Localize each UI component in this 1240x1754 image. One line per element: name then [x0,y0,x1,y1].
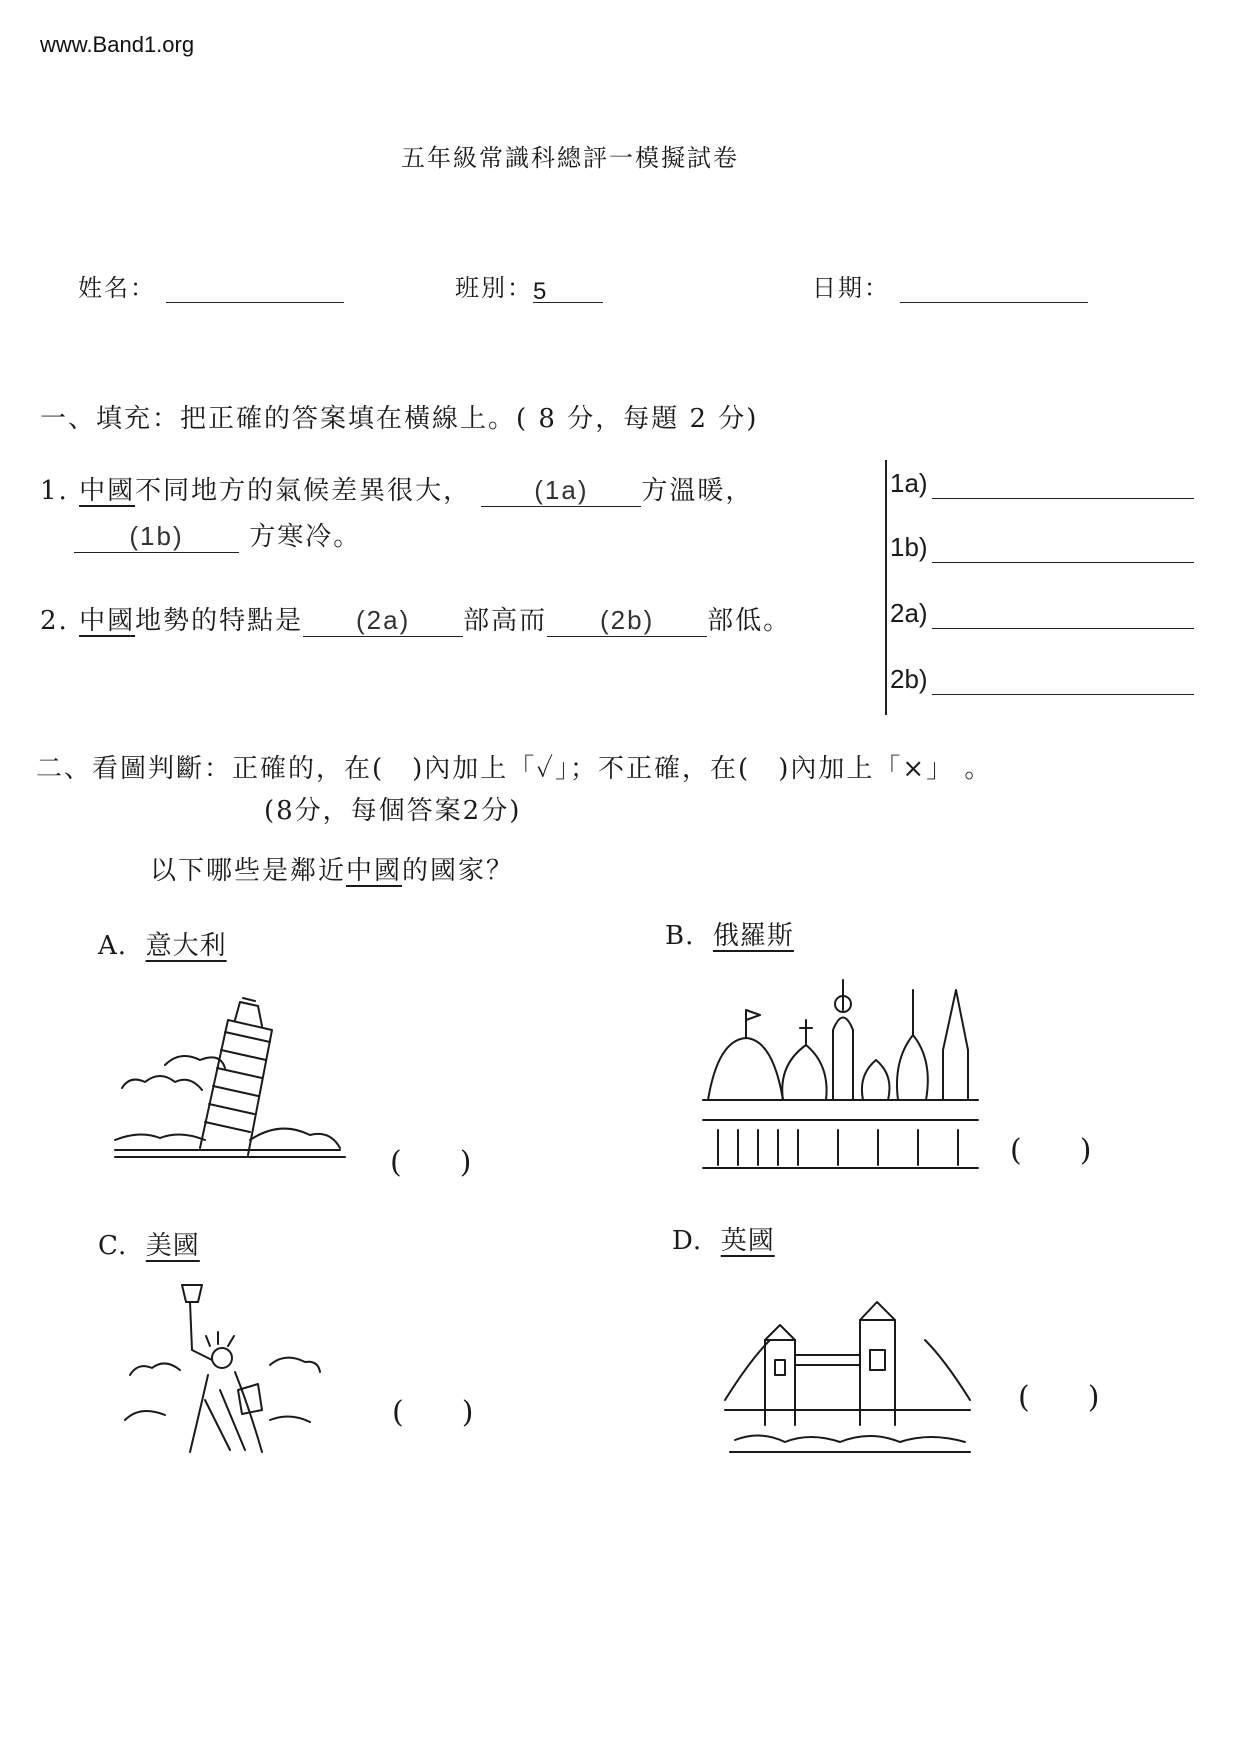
date-blank[interactable] [900,278,1088,303]
page-title: 五年級常識科總評一模擬試卷 [401,144,739,172]
option-c-country: 美國 [145,1231,200,1261]
option-d-letter: D. [672,1226,703,1256]
option-b-letter: B. [665,921,695,951]
question-subject: 中國 [346,856,403,886]
question-suffix: 的國家？ [402,856,515,886]
q2-subject: 中國 [79,606,136,636]
q1-text2: 方溫暖， [641,476,754,506]
question-1-line1 [40,470,753,507]
option-c-label [98,1225,200,1262]
class-field [455,268,603,303]
q1-number: 1. [40,476,69,506]
q2-slot-b: (2b) [547,605,707,637]
section2-marks: (8分，每個答案2分) [264,796,522,826]
answer-1b [890,532,1194,563]
class-value[interactable]: 5 [533,278,603,303]
answer-divider [885,460,887,715]
option-b-answer[interactable]: () [1010,1133,1150,1168]
section2-question [150,850,514,887]
watermark: www.Band1.org [40,32,195,57]
answer-2a [890,598,1194,629]
question-2 [40,600,791,637]
option-b-country: 俄羅斯 [712,921,794,951]
q2-text1: 地勢的特點是 [135,606,304,636]
q2-text3: 部低。 [707,606,792,636]
section1-heading: 一、填充：把正確的答案填在橫線上。( 8 分，每題 2 分) [40,404,759,434]
leaning-tower-icon [110,990,350,1175]
option-d-label [672,1220,775,1257]
answer-2b [890,664,1194,695]
answer-1b-blank[interactable] [932,540,1194,563]
question-1-line2 [74,516,361,553]
question-prefix: 以下哪些是鄰近 [150,856,347,886]
option-a-letter: A. [98,931,128,961]
answer-1a [890,468,1194,499]
class-label: 班別： [455,274,533,302]
q2-slot-a: (2a) [303,605,463,637]
answer-1b-label: 1b) [890,532,928,562]
name-blank[interactable] [166,278,344,303]
kremlin-icon [698,980,988,1170]
option-c-letter: C. [98,1231,128,1261]
option-b-label [665,915,794,952]
section2-heading: 二、看圖判斷：正確的，在( )內加上「✓」；不正確，在( )內加上「×」 。 [36,754,993,784]
tower-bridge-icon [720,1300,975,1455]
q1-slot-b: (1b) [74,521,239,553]
option-a-country: 意大利 [145,931,227,961]
q2-number: 2. [40,606,69,636]
option-a-label [98,925,227,962]
q1-text3: 方寒冷。 [249,522,362,552]
name-field [78,268,344,303]
answer-2a-label: 2a) [890,598,928,628]
answer-2a-blank[interactable] [932,606,1194,629]
q1-slot-a: (1a) [481,475,641,507]
date-field [812,268,1088,303]
q1-text1: 不同地方的氣候差異很大， [135,476,472,506]
option-d-answer[interactable]: () [1018,1380,1158,1415]
date-label: 日期： [812,274,890,302]
answer-2b-label: 2b) [890,664,928,694]
q2-text2: 部高而 [463,606,548,636]
answer-1a-label: 1a) [890,468,928,498]
answer-2b-blank[interactable] [932,672,1194,695]
name-label: 姓名： [78,274,156,302]
option-a-answer[interactable]: () [390,1145,530,1180]
option-d-country: 英國 [720,1226,775,1256]
answer-1a-blank[interactable] [932,476,1194,499]
q1-subject: 中國 [79,476,136,506]
statue-of-liberty-icon [120,1280,330,1455]
option-c-answer[interactable]: () [392,1395,532,1430]
